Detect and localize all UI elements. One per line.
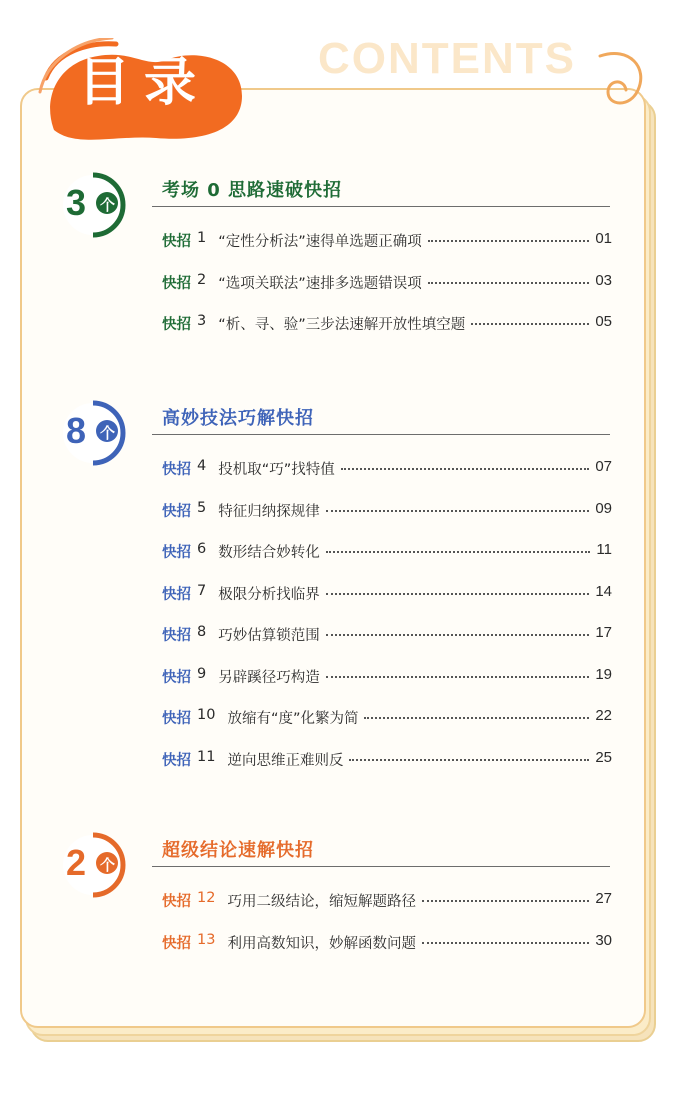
leader-dots	[326, 624, 590, 636]
section-count-number: 2	[66, 842, 87, 883]
entry-label: 快招	[162, 669, 191, 686]
entry-page: 27	[595, 890, 612, 907]
section-count-number: 8	[66, 410, 87, 451]
entry-title: 逆向思维正难则反	[227, 752, 344, 769]
entry-number: 13	[197, 931, 216, 948]
entry-title: 极限分析找临界	[218, 586, 320, 603]
entry-title: 放缩有“度”化繁为简	[227, 711, 359, 727]
toc-entry[interactable]	[162, 458, 612, 500]
section-divider	[152, 866, 610, 867]
toc-entry[interactable]	[162, 624, 612, 666]
entry-page: 11	[596, 541, 612, 558]
leader-dots	[349, 749, 589, 761]
section-divider	[152, 434, 610, 435]
section-title: 考场 0 思路速破快招	[162, 180, 343, 201]
entry-label: 快招	[162, 628, 191, 644]
entry-page: 05	[595, 313, 612, 330]
entry-title: 特征归纳探规律	[218, 503, 320, 520]
entry-title: “定性分析法”速得单选题正确项	[218, 234, 422, 250]
leader-dots	[326, 666, 590, 678]
entry-number: 1	[197, 230, 207, 246]
section-count-unit: 个	[100, 196, 116, 214]
toc-entry[interactable]	[162, 272, 612, 314]
entry-number: 7	[197, 582, 207, 599]
entry-page: 22	[595, 707, 612, 724]
entry-label: 快招	[162, 545, 191, 561]
section-count-unit: 个	[100, 424, 116, 442]
entry-title: 利用高数知识，妙解函数问题	[227, 935, 416, 952]
leader-dots	[341, 458, 590, 470]
leader-dots	[471, 313, 589, 325]
swirl-decoration-icon	[590, 46, 650, 126]
entry-label: 快招	[162, 711, 191, 727]
toc-entry[interactable]	[162, 583, 612, 625]
leader-dots	[428, 230, 590, 242]
entry-page: 03	[595, 271, 612, 289]
entry-number: 8	[197, 624, 207, 640]
leader-dots	[326, 541, 591, 553]
entry-page: 19	[595, 665, 612, 683]
entry-page: 17	[595, 624, 612, 641]
leader-dots	[326, 500, 590, 512]
entry-number: 2	[197, 271, 207, 288]
toc-entry[interactable]	[162, 541, 612, 583]
toc-entry[interactable]	[162, 666, 612, 708]
entry-label: 快招	[162, 752, 191, 769]
leader-dots	[422, 932, 589, 944]
entry-page: 09	[595, 499, 612, 517]
entry-title: 数形结合妙转化	[218, 545, 320, 561]
entry-page: 14	[595, 582, 612, 600]
entry-number: 6	[197, 541, 207, 557]
toc-entry[interactable]	[162, 313, 612, 355]
entry-label: 快招	[162, 894, 191, 910]
entry-title: 另辟蹊径巧构造	[218, 669, 320, 686]
entry-number: 12	[197, 890, 216, 906]
toc-entry[interactable]	[162, 500, 612, 542]
leader-dots	[422, 890, 589, 902]
entry-label: 快招	[162, 317, 191, 333]
entry-number: 11	[197, 748, 216, 765]
entry-number: 5	[197, 499, 207, 516]
entry-page: 30	[595, 931, 612, 949]
page-title: 目录	[78, 53, 211, 113]
leader-dots	[326, 583, 590, 595]
entry-title: 巧用二级结论，缩短解题路径	[227, 894, 416, 910]
toc-entry[interactable]	[162, 230, 612, 272]
section-count-number: 3	[66, 182, 87, 223]
entry-number: 4	[197, 458, 207, 474]
section-count-unit: 个	[100, 856, 116, 874]
entry-page: 07	[595, 458, 612, 475]
entry-title: 巧妙估算锁范围	[218, 628, 320, 644]
entry-title: “选项关联法”速排多选题错误项	[218, 275, 422, 292]
entry-title: 投机取“巧”找特值	[218, 462, 335, 478]
entry-number: 10	[197, 707, 216, 723]
leader-dots	[428, 272, 590, 284]
section-title: 超级结论速解快招	[162, 840, 314, 861]
toc-entry[interactable]	[162, 932, 612, 974]
entry-page: 01	[595, 230, 612, 247]
contents-heading: CONTENTS	[318, 34, 576, 83]
entry-label: 快招	[162, 462, 191, 478]
toc-entry[interactable]	[162, 749, 612, 791]
section-divider	[152, 206, 610, 207]
entry-page: 25	[595, 748, 612, 766]
entry-label: 快招	[162, 935, 191, 952]
leader-dots	[364, 707, 589, 719]
section-title: 高妙技法巧解快招	[162, 408, 314, 429]
entry-number: 9	[197, 665, 207, 682]
entry-label: 快招	[162, 234, 191, 250]
entry-label: 快招	[162, 586, 191, 603]
entry-label: 快招	[162, 503, 191, 520]
toc-entry[interactable]	[162, 707, 612, 749]
entry-number: 3	[197, 313, 207, 329]
toc-entry[interactable]	[162, 890, 612, 932]
entry-title: “析、寻、验”三步法速解开放性填空题	[218, 317, 466, 333]
entry-label: 快招	[162, 275, 191, 292]
